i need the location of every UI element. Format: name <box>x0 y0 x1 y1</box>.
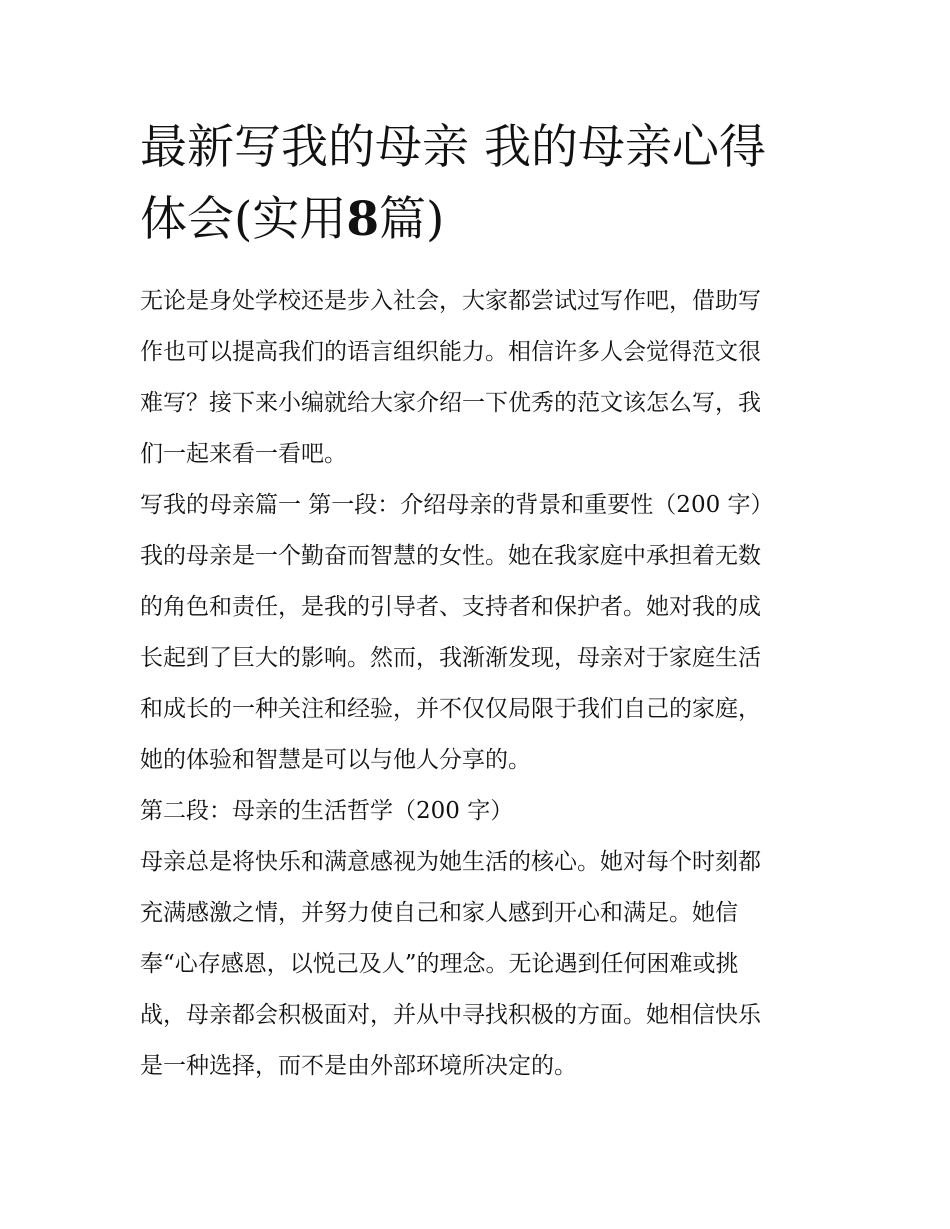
title-line-1: 最新写我的母亲 我的母亲心得 <box>140 120 766 175</box>
section-2-line: 奉“心存感恩，以悦己及人”的理念。无论遇到任何困难或挑 <box>140 951 739 977</box>
intro-paragraph <box>140 282 820 486</box>
section-1-line: 长起到了巨大的影响。然而，我渐渐发现，母亲对于家庭生活 <box>140 645 761 671</box>
title-line-2-part-c: 篇) <box>379 192 445 247</box>
section-1-paragraph <box>140 537 820 792</box>
section-1-line: 她的体验和智慧是可以与他人分享的。 <box>140 747 531 773</box>
section-1-heading: 写我的母亲篇一 第一段：介绍母亲的背景和重要性（200 字） <box>140 492 774 518</box>
section-1-line: 我的母亲是一个勤奋而智慧的女性。她在我家庭中承担着无数 <box>140 543 761 569</box>
section-1-line: 的角色和责任，是我的引导者、支持者和保护者。她对我的成 <box>140 594 761 620</box>
intro-line: 无论是身处学校还是步入社会，大家都尝试过写作吧，借助写 <box>140 288 761 314</box>
section-2-line: 母亲总是将快乐和满意感视为她生活的核心。她对每个时刻都 <box>140 849 761 875</box>
document-title <box>140 112 830 256</box>
title-line-2-number: 8 <box>346 192 380 247</box>
intro-line: 作也可以提高我们的语言组织能力。相信许多人会觉得范文很 <box>140 339 761 365</box>
section-2-line: 是一种选择，而不是由外部环境所决定的。 <box>140 1053 577 1079</box>
intro-line: 们一起来看一看吧。 <box>140 441 347 467</box>
section-2-paragraph <box>140 843 820 1098</box>
section-2-line: 战，母亲都会积极面对，并从中寻找积极的方面。她相信快乐 <box>140 1002 761 1028</box>
section-1-line: 和成长的一种关注和经验，并不仅仅局限于我们自己的家庭， <box>140 696 761 722</box>
title-line-2-part-a: 体会(实用 <box>140 192 347 247</box>
document-body <box>140 282 820 1098</box>
section-2-line: 充满感激之情，并努力使自己和家人感到开心和满足。她信 <box>140 900 738 926</box>
intro-line: 难写？接下来小编就给大家介绍一下优秀的范文该怎么写，我 <box>140 390 761 416</box>
section-2-heading: 第二段：母亲的生活哲学（200 字） <box>140 798 514 824</box>
